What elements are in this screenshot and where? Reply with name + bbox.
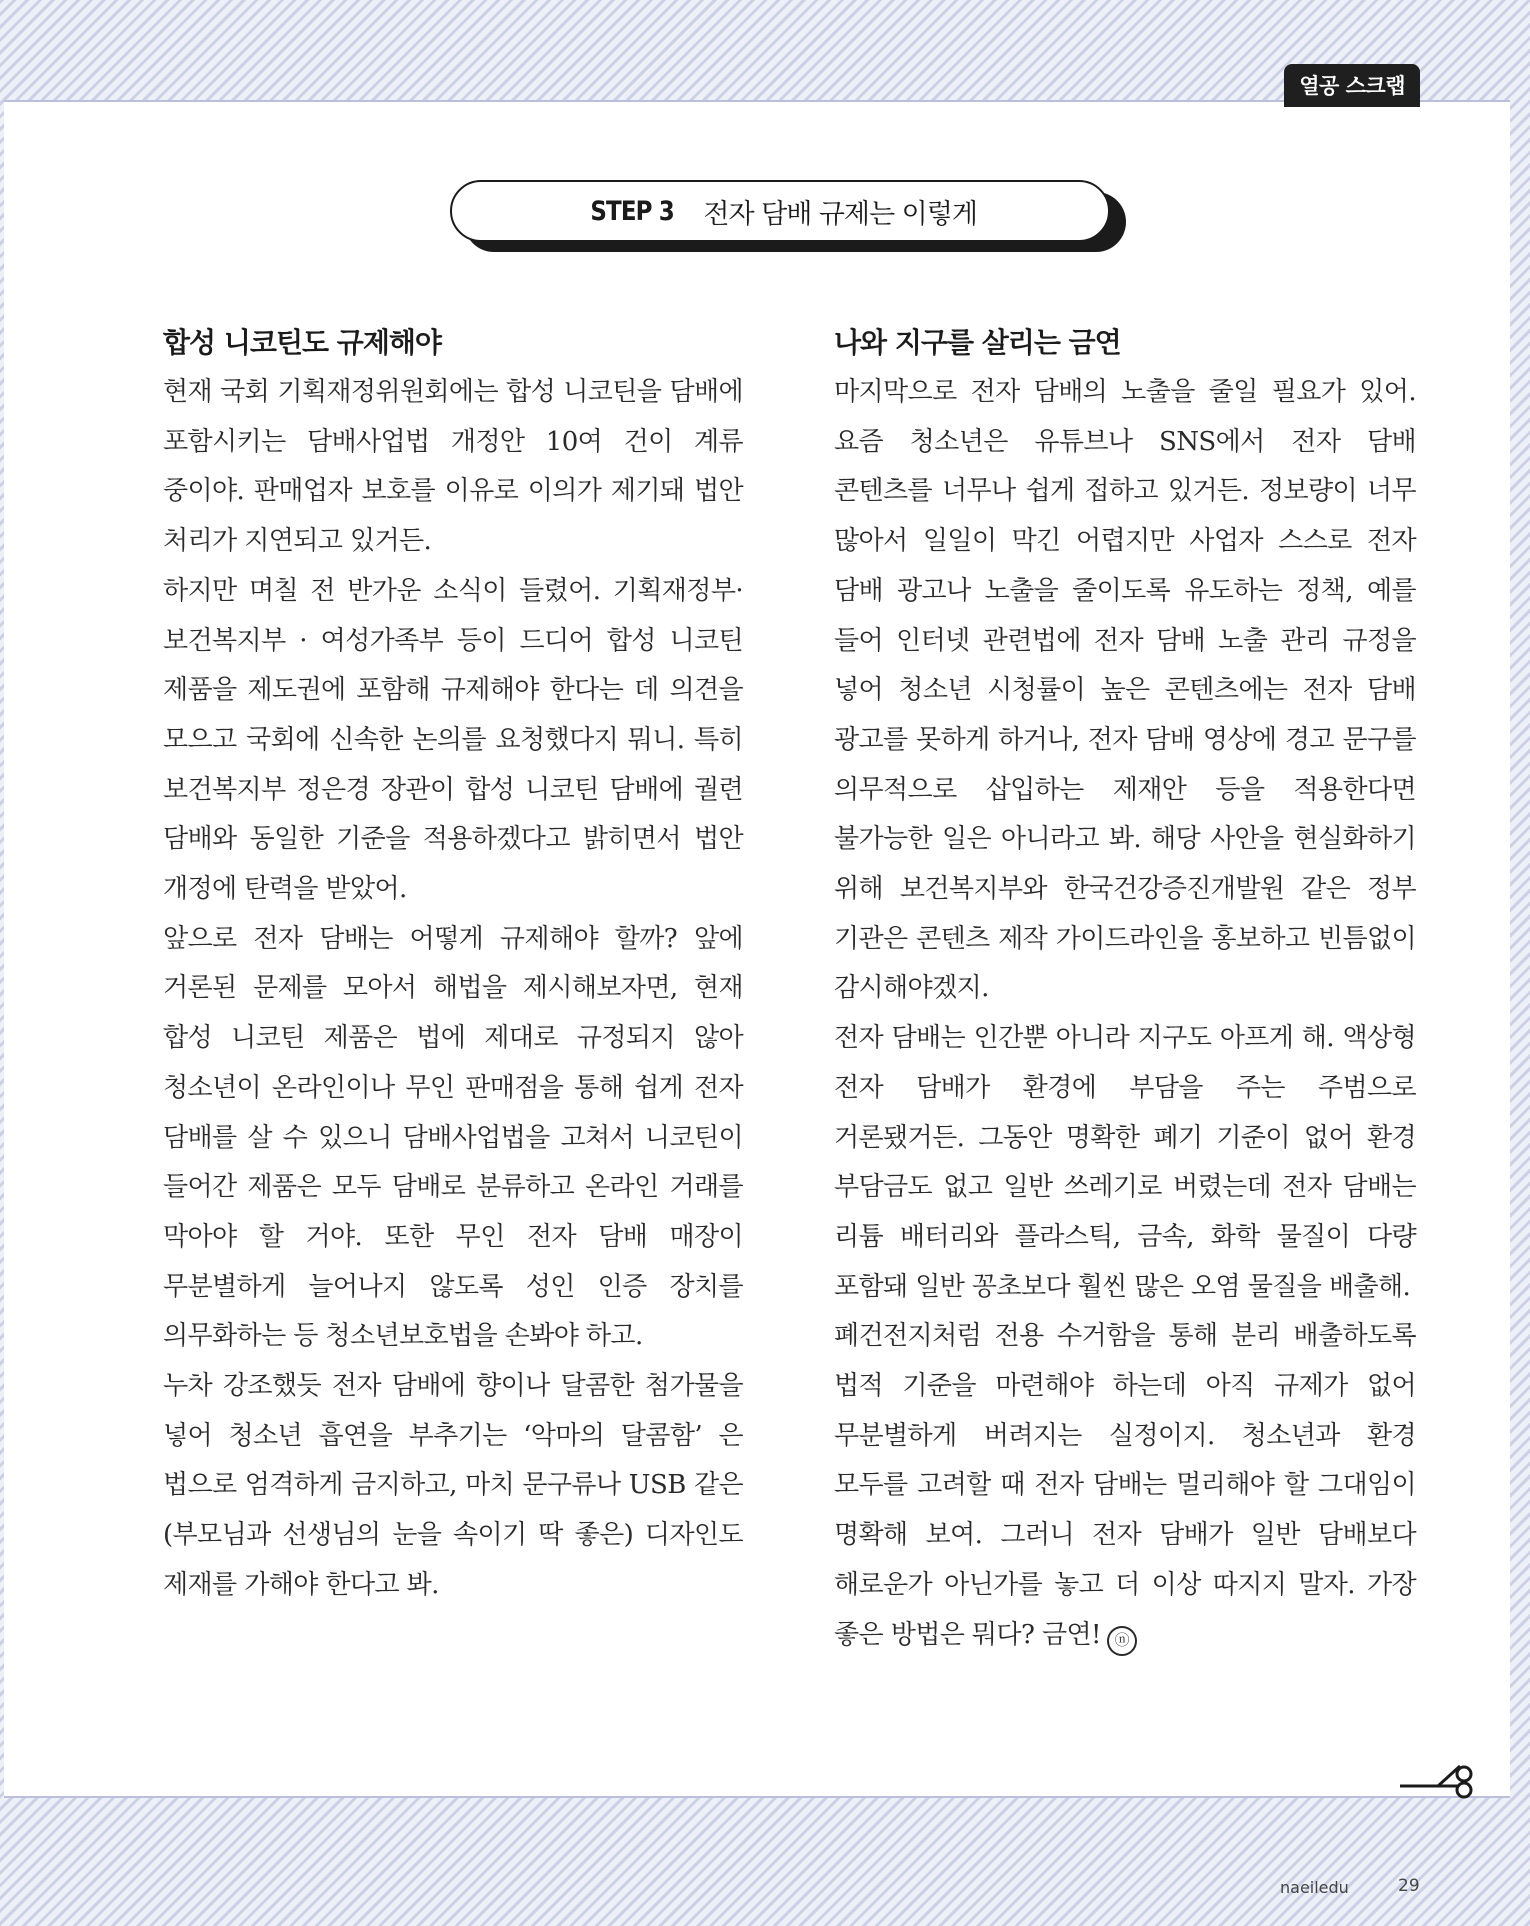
last-paragraph — [834, 1312, 1416, 1660]
paragraph: 앞으로 전자 담배는 어떻게 규제해야 할까? 앞에 거론된 문제를 모아서 해법을 제시해보자면, 현재 합성 니코틴 제품은 법에 제대로 규정되지 않아 청소년이 온라인이나 무인 판매점을 통해 쉽게 전자 담배를 살 수 있으니 담배사업법을 고쳐서 니코틴이 들어간 제품은 모두 담배로 분류하고 온라인 거래를 막아야 할 거야. 또한 무인 전자 담배 매장이 무분별하게 늘어나지 않도록 성인 인증 장치를 의무화하는 등 청소년보호법을 손봐야 하고. — [163, 923, 743, 1352]
page-number: 29 — [1398, 1876, 1420, 1896]
footer-brand: naeiledu — [1280, 1878, 1349, 1897]
paragraph-text: 폐건전지처럼 전용 수거함을 통해 분리 배출하도록 법적 기준을 마련해야 하는데 아직 규제가 없어 무분별하게 버려지는 실정이지. 청소년과 환경 모두를 고려할 때 전자 담배는 멀리해야 할 그대임이 명확해 보여. 그러니 전자 담배가 일반 담배보다 해로운가 아닌가를 놓고 더 이상 따지지 말자. 가장 좋은 방법은 뭐다? 금연! — [834, 1321, 1416, 1650]
right-column — [834, 318, 1416, 1660]
paragraph: 마지막으로 전자 담배의 노출을 줄일 필요가 있어. 요즘 청소년은 유튜브나 SNS에서 전자 담배 콘텐츠를 너무나 쉽게 접하고 있거든. 정보량이 너무 많아서 일일이 막긴 어렵지만 사업자 스스로 전자 담배 광고나 노출을 줄이도록 유도하는 정책, 예를 들어 인터넷 관련법에 전자 담배 노출 관리 규정을 넣어 청소년 시청률이 높은 콘텐츠에는 전자 담배 광고를 못하게 하거나, 전자 담배 영상에 경고 문구를 의무적으로 삽입하는 제재안 등을 적용한다면 불가능한 일은 아니라고 봐. 해당 사안을 현실화하기 위해 보건복지부와 한국건강증진개발원 같은 정부 기관은 콘텐츠 제작 가이드라인을 홍보하고 빈틈없이 감시해야겠지. — [834, 377, 1416, 1004]
paragraph: 하지만 며칠 전 반가운 소식이 들렸어. 기획재정부·보건복지부 · 여성가족부 등이 드디어 합성 니코틴 제품을 제도권에 포함해 규제해야 한다는 데 의견을 모으고 국회에 신속한 논의를 요청했다지 뭐니. 특히 보건복지부 정은경 장관이 합성 니코틴 담배에 궐련 담배와 동일한 기준을 적용하겠다고 밝히면서 법안 개정에 탄력을 받았어. — [163, 575, 743, 905]
left-column — [163, 318, 743, 1611]
paragraph: 전자 담배는 인간뿐 아니라 지구도 아프게 해. 액상형 전자 담배가 환경에 부담을 주는 주범으로 거론됐거든. 그동안 명확한 폐기 기준이 없어 환경 부담금도 없고 일반 쓰레기로 버렸는데 전자 담배는 리튬 배터리와 플라스틱, 금속, 화학 물질이 다량 포함돼 일반 꽁초보다 훨씬 많은 오염 물질을 배출해. — [834, 1023, 1416, 1302]
scissors-icon — [1398, 1760, 1478, 1800]
step-banner-box — [450, 180, 1110, 242]
step-title: 전자 담배 규제는 이렇게 — [703, 198, 977, 230]
paragraph: 누차 강조했듯 전자 담배에 향이나 달콤한 첨가물을 넣어 청소년 흡연을 부추기는 ‘악마의 달콤함’ 은 법으로 엄격하게 금지하고, 마치 문구류나 USB 같은 (부모님과 선생님의 눈을 속이기 딱 좋은) 디자인도 제재를 가해야 한다고 봐. — [163, 1371, 743, 1600]
paragraph: 현재 국회 기획재정위원회에는 합성 니코틴을 담배에 포함시키는 담배사업법 개정안 10여 건이 계류 중이야. 판매업자 보호를 이유로 이의가 제기돼 법안 처리가 지연되고 있거든. — [163, 377, 743, 557]
step-number: STEP 3 — [590, 195, 674, 227]
end-mark-icon: ⓝ — [1107, 1626, 1137, 1656]
left-section-title: 합성 니코틴도 규제해야 — [163, 326, 441, 359]
section-tag: 열공 스크랩 — [1284, 64, 1420, 107]
right-section-title: 나와 지구를 살리는 금연 — [834, 326, 1121, 359]
step-banner — [450, 180, 1130, 256]
